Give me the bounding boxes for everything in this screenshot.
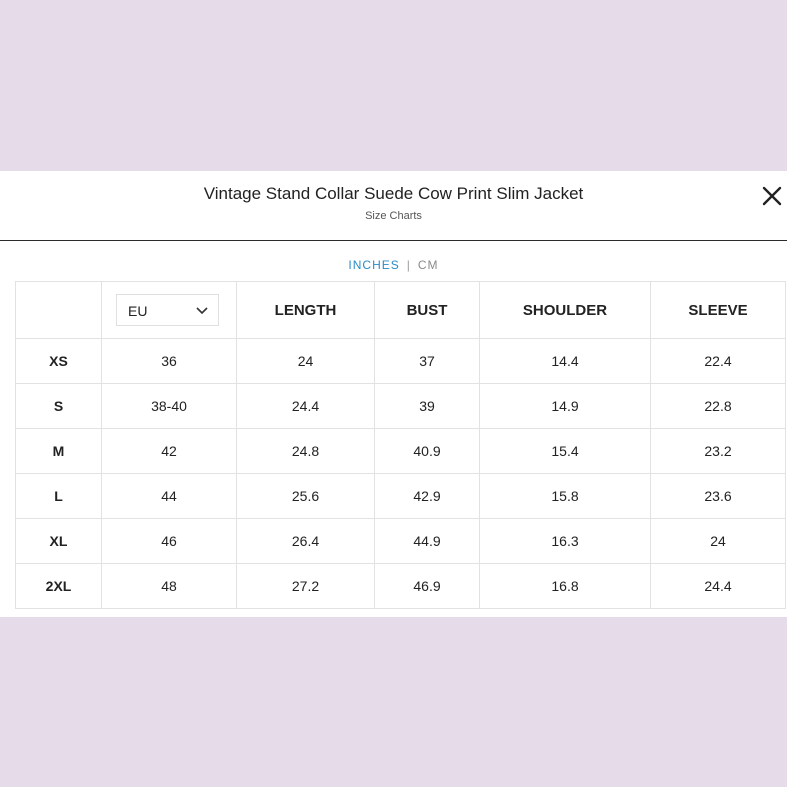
length-cell: 26.4 — [237, 519, 375, 564]
table-header-row — [16, 282, 786, 339]
sleeve-cell: 23.6 — [651, 474, 786, 519]
length-cell: 25.6 — [237, 474, 375, 519]
sleeve-cell: 22.4 — [651, 339, 786, 384]
region-column-header — [102, 282, 237, 339]
sleeve-cell: 24.4 — [651, 564, 786, 609]
sleeve-cell: 23.2 — [651, 429, 786, 474]
size-cell: L — [16, 474, 102, 519]
bust-cell: 37 — [375, 339, 480, 384]
size-column-header — [16, 282, 102, 339]
shoulder-cell: 16.3 — [480, 519, 651, 564]
unit-inches-tab[interactable]: INCHES — [348, 258, 400, 272]
region-cell: 42 — [102, 429, 237, 474]
bust-cell: 39 — [375, 384, 480, 429]
region-select-value: EU — [128, 303, 148, 319]
unit-cm-tab[interactable]: CM — [417, 258, 439, 272]
modal-subtitle: Size Charts — [365, 210, 422, 222]
column-header-sleeve: SLEEVE — [651, 282, 786, 339]
region-cell: 44 — [102, 474, 237, 519]
region-cell: 48 — [102, 564, 237, 609]
table-row — [16, 339, 786, 384]
size-cell: 2XL — [16, 564, 102, 609]
bust-cell: 44.9 — [375, 519, 480, 564]
region-cell: 36 — [102, 339, 237, 384]
product-title: Vintage Stand Collar Suede Cow Print Slim Jacket — [203, 184, 584, 203]
region-select[interactable] — [116, 294, 219, 326]
shoulder-cell: 15.8 — [480, 474, 651, 519]
sleeve-cell: 24 — [651, 519, 786, 564]
size-cell: S — [16, 384, 102, 429]
bust-cell: 46.9 — [375, 564, 480, 609]
column-header-bust: BUST — [375, 282, 480, 339]
table-row — [16, 474, 786, 519]
size-table — [15, 281, 786, 609]
column-header-length: LENGTH — [237, 282, 375, 339]
bust-cell: 42.9 — [375, 474, 480, 519]
shoulder-cell: 16.8 — [480, 564, 651, 609]
size-chart-modal — [0, 171, 787, 617]
unit-toggle — [0, 258, 787, 272]
table-row — [16, 519, 786, 564]
close-button[interactable] — [761, 185, 783, 207]
length-cell: 24.4 — [237, 384, 375, 429]
size-cell: M — [16, 429, 102, 474]
region-cell: 38-40 — [102, 384, 237, 429]
sleeve-cell: 22.8 — [651, 384, 786, 429]
length-cell: 24 — [237, 339, 375, 384]
chevron-down-icon — [196, 306, 208, 316]
table-row — [16, 429, 786, 474]
column-header-shoulder: SHOULDER — [480, 282, 651, 339]
size-cell: XL — [16, 519, 102, 564]
length-cell: 27.2 — [237, 564, 375, 609]
modal-header — [0, 171, 787, 241]
size-cell: XS — [16, 339, 102, 384]
length-cell: 24.8 — [237, 429, 375, 474]
shoulder-cell: 14.9 — [480, 384, 651, 429]
table-row — [16, 384, 786, 429]
region-cell: 46 — [102, 519, 237, 564]
shoulder-cell: 14.4 — [480, 339, 651, 384]
table-row — [16, 564, 786, 609]
bust-cell: 40.9 — [375, 429, 480, 474]
close-icon — [761, 185, 783, 207]
unit-separator: | — [406, 258, 411, 272]
shoulder-cell: 15.4 — [480, 429, 651, 474]
